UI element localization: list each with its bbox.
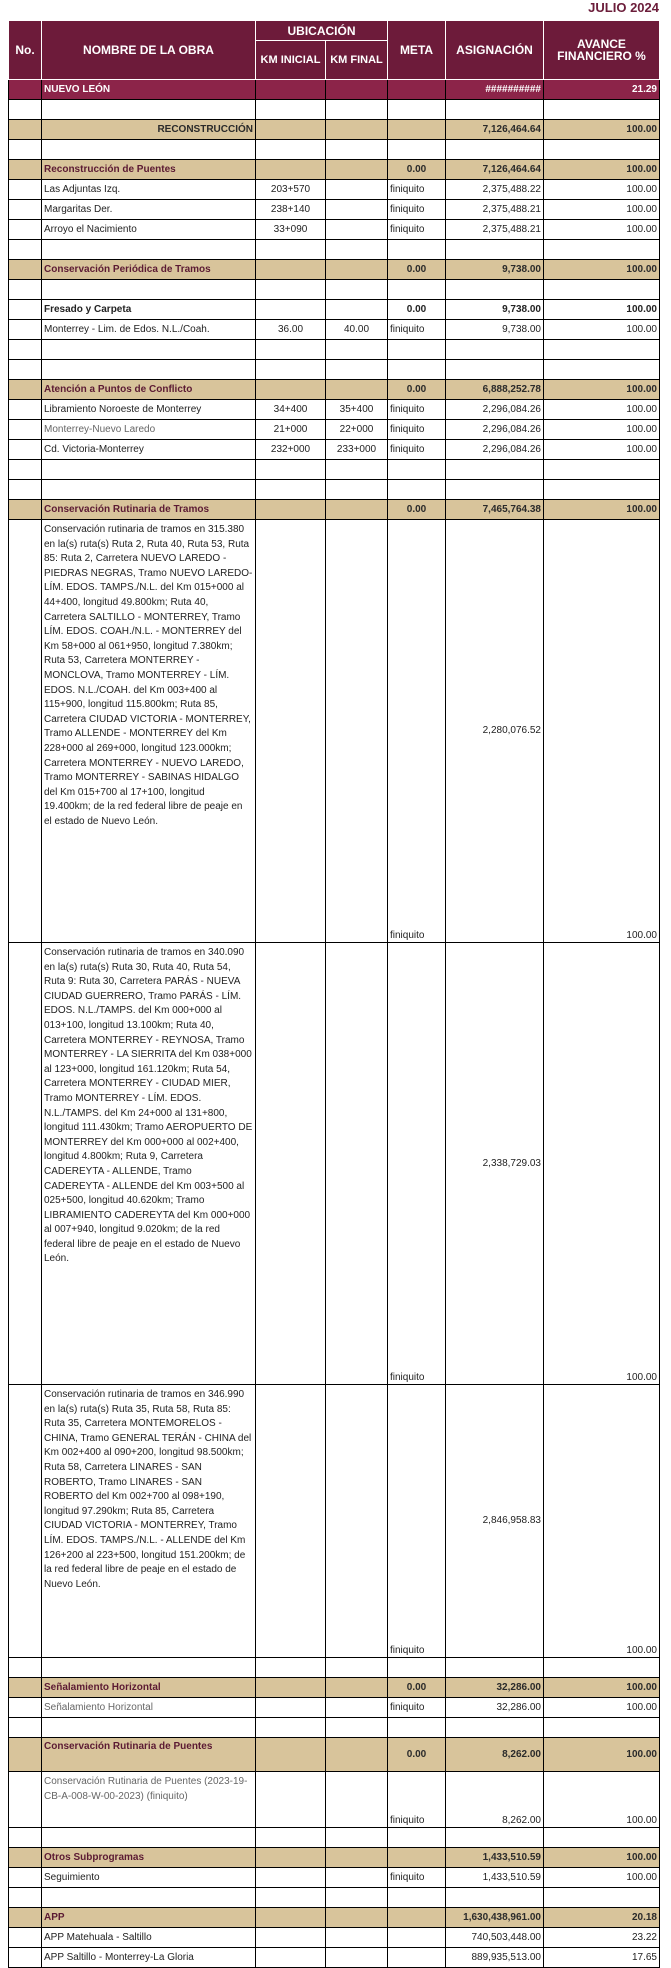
work-description: Conservación Rutinaria de Puentes (2023-19-CB-A-008-W-00-2023) (finiquito) [42, 1772, 256, 1828]
subprogram-name: Reconstrucción de Puentes [42, 160, 256, 180]
table-row [9, 420, 660, 440]
avance: 100.00 [544, 1868, 660, 1888]
subprogram-avance: 100.00 [544, 160, 660, 180]
header-meta: META [388, 21, 446, 80]
meta: finiquito [388, 200, 446, 220]
asignacion: 889,935,513.00 [446, 1948, 544, 1968]
avance: 100.00 [544, 420, 660, 440]
subprogram-asignacion: 6,888,252.78 [446, 380, 544, 400]
group-row [9, 300, 660, 320]
km-inicial: 34+400 [256, 400, 326, 420]
work-name: Señalamiento Horizontal [42, 1698, 256, 1718]
subprogram-name: APP [42, 1908, 256, 1928]
header-name: NOMBRE DE LA OBRA [42, 21, 256, 80]
subprogram-meta: 0.00 [388, 1738, 446, 1772]
work-description: Conservación rutinaria de tramos en 340.090 en la(s) ruta(s) Ruta 30, Ruta 40, Ruta 54, Ruta 9: Ruta 30, Carretera PARÁS - NUEVA CIUDAD GUERRERO, Tramo PARÁS - LÍM. EDOS. N.L./TAMPS. del Km 000+000 al 013+100, longitud 13.100km; Ruta 40, Carretera MONTERREY - REYNOSA, Tramo MONTERREY - LA SIERRITA del Km 038+000 al 123+000, longitud 161.120km; Ruta 54, Carretera MONTERREY - CIUDAD MIER, Tramo MONTERREY - LÍM. EDOS. N.L./TAMPS. del Km 24+000 al 131+800, longitud 111.430km; Tramo AEROPUERTO DE MONTERREY del Km 000+000 al 002+400, longitud 4.800km; Ruta 9, Carretera CADEREYTA - ALLENDE, Tramo CADEREYTA - ALLENDE del Km 003+500 al 025+500, longitud 40.620km; Tramo LIBRAMIENTO CADEREYTA del Km 000+000 al 007+940, longitud 9.020km; de la red federal libre de peaje en el estado de Nuevo León. [42, 943, 256, 1385]
subprogram-meta: 0.00 [388, 380, 446, 400]
group-name: Fresado y Carpeta [42, 300, 256, 320]
km-inicial: 238+140 [256, 200, 326, 220]
asignacion: 2,296,084.26 [446, 400, 544, 420]
group-meta: 0.00 [388, 300, 446, 320]
subprogram-meta: 0.00 [388, 160, 446, 180]
works-table [8, 20, 660, 1968]
report-month: JULIO 2024 [588, 0, 659, 15]
avance: 100.00 [544, 1698, 660, 1718]
subprogram-row [9, 1678, 660, 1698]
table-row [9, 1948, 660, 1968]
subprogram-name: Atención a Puntos de Conflicto [42, 380, 256, 400]
avance: 100.00 [544, 180, 660, 200]
subprogram-avance: 100.00 [544, 1678, 660, 1698]
avance: 100.00 [544, 320, 660, 340]
subprogram-row [9, 380, 660, 400]
avance: 100.00 [544, 1772, 660, 1828]
asignacion: 32,286.00 [446, 1698, 544, 1718]
avance: 100.00 [544, 400, 660, 420]
table-row [9, 943, 660, 1385]
work-name: Cd. Victoria-Monterrey [42, 440, 256, 460]
section-row [9, 120, 660, 140]
table-row [9, 400, 660, 420]
subprogram-avance: 100.00 [544, 260, 660, 280]
meta: finiquito [388, 220, 446, 240]
work-name: Libramiento Noroeste de Monterrey [42, 400, 256, 420]
km-inicial: 203+570 [256, 180, 326, 200]
table-row [9, 1385, 660, 1658]
table-row [9, 200, 660, 220]
subprogram-row [9, 1848, 660, 1868]
asignacion: 2,846,958.83 [446, 1385, 544, 1658]
meta: finiquito [388, 400, 446, 420]
subprogram-asignacion: 7,126,464.64 [446, 160, 544, 180]
avance: 17.65 [544, 1948, 660, 1968]
subprogram-asignacion: 7,465,764.38 [446, 500, 544, 520]
subprogram-avance: 100.00 [544, 1848, 660, 1868]
subprogram-name: Conservación Rutinaria de Tramos [42, 500, 256, 520]
work-name: APP Saltillo - Monterrey-La Gloria [42, 1948, 256, 1968]
km-inicial: 21+000 [256, 420, 326, 440]
table-row [9, 220, 660, 240]
subprogram-avance: 100.00 [544, 1738, 660, 1772]
km-final: 40.00 [326, 320, 388, 340]
header-no: No. [9, 21, 42, 80]
subprogram-meta: 0.00 [388, 260, 446, 280]
asignacion: 2,375,488.21 [446, 200, 544, 220]
subprogram-asignacion: 8,262.00 [446, 1738, 544, 1772]
subprogram-avance: 20.18 [544, 1908, 660, 1928]
meta: finiquito [388, 1868, 446, 1888]
work-name: Monterrey - Lim. de Edos. N.L./Coah. [42, 320, 256, 340]
km-inicial: 36.00 [256, 320, 326, 340]
section-asignacion: 7,126,464.64 [446, 120, 544, 140]
km-final: 233+000 [326, 440, 388, 460]
state-asignacion: ########## [446, 80, 544, 100]
asignacion: 2,375,488.22 [446, 180, 544, 200]
subprogram-row [9, 160, 660, 180]
header-avance: AVANCE FINANCIERO % [544, 21, 660, 80]
avance: 23.22 [544, 1928, 660, 1948]
table-row [9, 520, 660, 943]
subprogram-meta: 0.00 [388, 1678, 446, 1698]
km-final [326, 200, 388, 220]
state-name: NUEVO LEÓN [42, 80, 256, 100]
km-final: 22+000 [326, 420, 388, 440]
asignacion: 2,296,084.26 [446, 420, 544, 440]
meta: finiquito [388, 1772, 446, 1828]
header-ubicacion: UBICACIÓN [256, 21, 388, 41]
subprogram-row [9, 260, 660, 280]
table-row [9, 1698, 660, 1718]
table-row [9, 320, 660, 340]
avance: 100.00 [544, 1385, 660, 1658]
subprogram-avance: 100.00 [544, 380, 660, 400]
avance: 100.00 [544, 440, 660, 460]
meta: finiquito [388, 180, 446, 200]
avance: 100.00 [544, 943, 660, 1385]
meta: finiquito [388, 520, 446, 943]
subprogram-asignacion: 9,738.00 [446, 260, 544, 280]
avance: 100.00 [544, 520, 660, 943]
state-avance: 21.29 [544, 80, 660, 100]
subprogram-name: Otros Subprogramas [42, 1848, 256, 1868]
subprogram-avance: 100.00 [544, 500, 660, 520]
subprogram-asignacion: 1,433,510.59 [446, 1848, 544, 1868]
meta: finiquito [388, 943, 446, 1385]
meta: finiquito [388, 320, 446, 340]
asignacion: 1,433,510.59 [446, 1868, 544, 1888]
section-avance: 100.00 [544, 120, 660, 140]
meta: finiquito [388, 1698, 446, 1718]
asignacion: 2,338,729.03 [446, 943, 544, 1385]
asignacion: 2,280,076.52 [446, 520, 544, 943]
asignacion: 9,738.00 [446, 320, 544, 340]
asignacion: 740,503,448.00 [446, 1928, 544, 1948]
km-inicial: 232+000 [256, 440, 326, 460]
subprogram-name: Conservación Periódica de Tramos [42, 260, 256, 280]
work-name: Seguimiento [42, 1868, 256, 1888]
meta: finiquito [388, 1385, 446, 1658]
header-km-inicial: KM INICIAL [256, 41, 326, 80]
work-name: Margaritas Der. [42, 200, 256, 220]
table-row [9, 1868, 660, 1888]
state-row [9, 80, 660, 100]
meta: finiquito [388, 420, 446, 440]
subprogram-asignacion: 1,630,438,961.00 [446, 1908, 544, 1928]
group-asignacion: 9,738.00 [446, 300, 544, 320]
km-final: 35+400 [326, 400, 388, 420]
subprogram-row [9, 1908, 660, 1928]
km-final [326, 220, 388, 240]
section-name: RECONSTRUCCIÓN [42, 120, 256, 140]
subprogram-row [9, 1738, 660, 1772]
header-asignacion: ASIGNACIÓN [446, 21, 544, 80]
km-inicial: 33+090 [256, 220, 326, 240]
subprogram-asignacion: 32,286.00 [446, 1678, 544, 1698]
work-description: Conservación rutinaria de tramos en 315.380 en la(s) ruta(s) Ruta 2, Ruta 40, Ruta 53, Ruta 85: Ruta 2, Carretera NUEVO LAREDO - PIEDRAS NEGRAS, Tramo NUEVO LAREDO-LÍM. EDOS. TAMPS./N.L. del Km 015+000 al 44+400, longitud 49.800km; Ruta 40, Carretera SALTILLO - MONTERREY, Tramo LÍM. EDOS. COAH./N.L. - MONTERREY del Km 58+000 al 061+950, longitud 7.380km; Ruta 53, Carretera MONTERREY - MONCLOVA, Tramo MONTERREY - LÍM. EDOS. N.L./COAH. del Km 003+400 al 115+900, longitud 115.800km; Ruta 85, Carretera CIUDAD VICTORIA - MONTERREY, Tramo ALLENDE - MONTERREY del Km 228+000 al 269+000, longitud 123.000km; Carretera MONTERREY - NUEVO LAREDO, Tramo MONTERREY - SABINAS HIDALGO del Km 015+700 al 17+100, longitud 19.400km; de la red federal libre de peaje en el estado de Nuevo León. [42, 520, 256, 943]
subprogram-name: Señalamiento Horizontal [42, 1678, 256, 1698]
table-row [9, 440, 660, 460]
subprogram-row [9, 500, 660, 520]
asignacion: 2,375,488.21 [446, 220, 544, 240]
asignacion: 8,262.00 [446, 1772, 544, 1828]
group-avance: 100.00 [544, 300, 660, 320]
table-row [9, 1928, 660, 1948]
subprogram-meta: 0.00 [388, 500, 446, 520]
subprogram-name: Conservación Rutinaria de Puentes [42, 1738, 256, 1772]
asignacion: 2,296,084.26 [446, 440, 544, 460]
table-row [9, 180, 660, 200]
avance: 100.00 [544, 200, 660, 220]
work-name: Las Adjuntas Izq. [42, 180, 256, 200]
avance: 100.00 [544, 220, 660, 240]
meta: finiquito [388, 440, 446, 460]
header-km-final: KM FINAL [326, 41, 388, 80]
km-final [326, 180, 388, 200]
work-name: APP Matehuala - Saltillo [42, 1928, 256, 1948]
work-name: Monterrey-Nuevo Laredo [42, 420, 256, 440]
work-description: Conservación rutinaria de tramos en 346.990 en la(s) ruta(s) Ruta 35, Ruta 58, Ruta 85: Ruta 35, Carretera MONTEMORELOS - CHINA, Tramo GENERAL TERÁN - CHINA del Km 002+400 al 090+200, longitud 98.500km; Ruta 58, Carretera LINARES - SAN ROBERTO, Tramo LINARES - SAN ROBERTO del Km 002+700 al 098+190, longitud 97.290km; Ruta 85, Carretera CIUDAD VICTORIA - MONTERREY, Tramo LÍM. EDOS. TAMPS./N.L. - ALLENDE del Km 126+200 al 223+500, longitud 151.200km; de la red federal libre de peaje en el estado de Nuevo León. [42, 1385, 256, 1658]
work-name: Arroyo el Nacimiento [42, 220, 256, 240]
table-row [9, 1772, 660, 1828]
